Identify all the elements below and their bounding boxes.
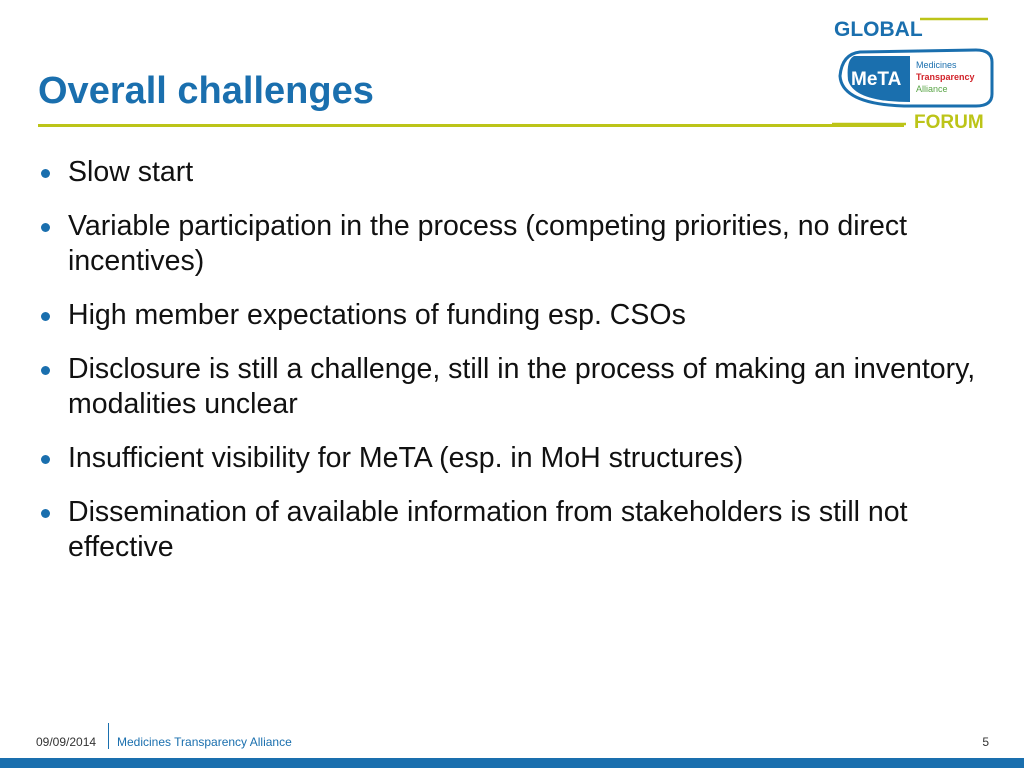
logo-forum-text: FORUM (914, 112, 984, 132)
bullet-text: Variable participation in the process (competing priorities, no direct incentives) (68, 210, 908, 277)
bullet-dot-icon (41, 366, 50, 375)
bullet-item (38, 209, 978, 279)
bullet-dot-icon (41, 223, 50, 232)
bullet-text: High member expectations of funding esp. CSOs (68, 299, 686, 331)
page-number: 5 (982, 735, 989, 749)
logo-line-medicines: Medicines (916, 60, 957, 70)
bullet-text: Disclosure is still a challenge, still in the process of making an inventory, modalities unclear (68, 353, 976, 420)
bullet-item (38, 155, 978, 190)
bullet-list (38, 155, 978, 584)
title-underline (38, 124, 904, 127)
meta-global-forum-logo (826, 10, 996, 132)
bullet-text: Slow start (68, 156, 194, 188)
bullet-item (38, 298, 978, 333)
logo-meta-text: MeTA (851, 69, 902, 90)
bullet-text: Dissemination of available information from stakeholders is still not effective (68, 496, 908, 563)
logo-line-alliance: Alliance (916, 84, 948, 94)
bottom-bar (0, 758, 1024, 768)
logo-global-text: GLOBAL (834, 18, 923, 41)
bullet-item (38, 441, 978, 476)
bullet-dot-icon (41, 509, 50, 518)
slide-title: Overall challenges (38, 70, 374, 112)
footer-divider (108, 723, 109, 749)
logo-line-transparency: Transparency (916, 72, 975, 82)
bullet-item (38, 352, 978, 422)
footer-date: 09/09/2014 (36, 735, 97, 749)
bullet-dot-icon (41, 312, 50, 321)
footer-organization: Medicines Transparency Alliance (117, 735, 292, 749)
bullet-dot-icon (41, 169, 50, 178)
bullet-item (38, 495, 978, 565)
bullet-dot-icon (41, 455, 50, 464)
bullet-text: Insufficient visibility for MeTA (esp. in MoH structures) (68, 442, 744, 474)
